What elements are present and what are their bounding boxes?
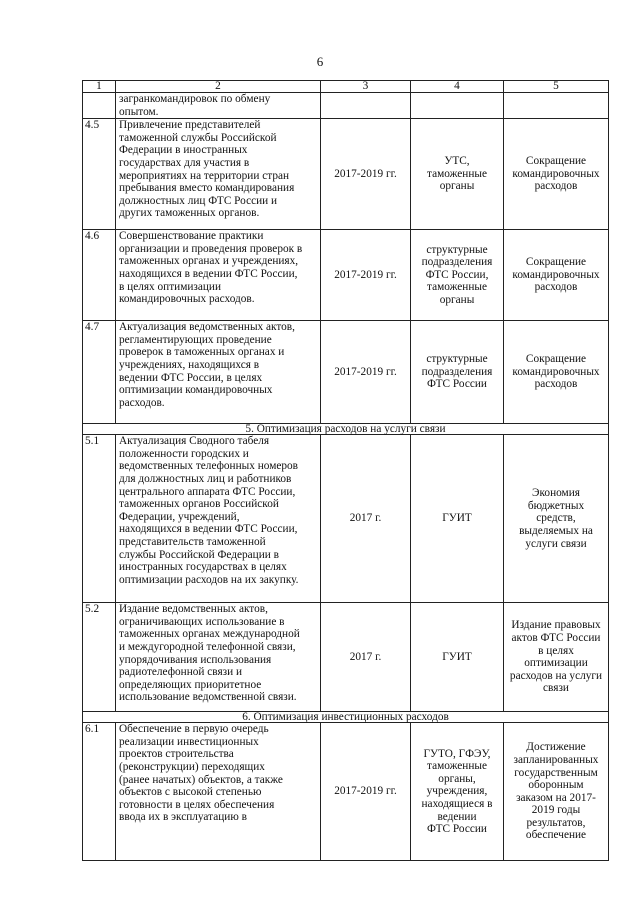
row-number: 6.1: [83, 723, 116, 861]
row-result: Сокращение командировочных расходов: [504, 119, 609, 230]
row-responsible: УТС, таможенные органы: [411, 119, 504, 230]
row-result: [504, 93, 609, 119]
table-row: [83, 723, 609, 861]
row-measure: Обеспечение в первую очередь реализации инвестиционных проектов строительства (реконструкции) переходящих (ранее начатых) объектов, а также объектов с высокой степенью готовности в целях обеспечения ввода их в эксплуатацию в: [116, 723, 321, 861]
section-6-title: 6. Оптимизация инвестиционных расходов: [83, 712, 609, 723]
row-period: 2017-2019 гг.: [321, 723, 411, 861]
row-responsible: ГУИТ: [411, 435, 504, 603]
row-measure: Издание ведомственных актов, ограничивающих использование в таможенных органах международной и междугородной телефонной связи, упорядочивания использования радиотелефонной связи и определяющих приоритетное использование ведомственной связи.: [116, 603, 321, 712]
row-number: 4.7: [83, 321, 116, 424]
table-row: [83, 435, 609, 603]
row-measure: Актуализация ведомственных актов, регламентирующих проведение проверок в таможенных органах и учреждениях, находящихся в ведении ФТС России, в целях оптимизации командировочных расходов.: [116, 321, 321, 424]
table-row: [83, 603, 609, 712]
row-result: Экономия бюджетных средств, выделяемых на услуги связи: [504, 435, 609, 603]
row-number: 5.2: [83, 603, 116, 712]
row-responsible: структурные подразделения ФТС России, таможенные органы: [411, 230, 504, 321]
row-result: Издание правовых актов ФТС России в целях оптимизации расходов на услуги связи: [504, 603, 609, 712]
row-period: 2017 г.: [321, 435, 411, 603]
row-responsible: ГУТО, ГФЭУ, таможенные органы, учреждения, находящиеся в ведении ФТС России: [411, 723, 504, 861]
row-period: 2017-2019 гг.: [321, 321, 411, 424]
header-col-3: 3: [321, 81, 411, 93]
row-number: [83, 93, 116, 119]
row-measure: Актуализация Сводного табеля положенности городских и ведомственных телефонных номеров для должностных лиц и работников центрального аппарата ФТС России, таможенных органов Российской Федерации, учреждений, находящихся в ведении ФТС России, представительств таможенной службы Российской Федерации в иностранных государствах в целях оптимизации расходов на их закупку.: [116, 435, 321, 603]
table-row: [83, 321, 609, 424]
row-number: 5.1: [83, 435, 116, 603]
header-col-2: 2: [116, 81, 321, 93]
row-measure: Привлечение представителей таможенной службы Российской Федерации в иностранных государствах для участия в мероприятиях на территории стран пребывания вместо командирования должностных лиц ФТС России и других таможенных органов.: [116, 119, 321, 230]
header-col-5: 5: [504, 81, 609, 93]
row-measure: Совершенствование практики организации и проведения проверок в таможенных органах и учреждениях, находящихся в ведении ФТС России, в целях оптимизации командировочных расходов.: [116, 230, 321, 321]
row-period: [321, 93, 411, 119]
row-number: 4.5: [83, 119, 116, 230]
table-row: [83, 230, 609, 321]
section-header-row: [83, 424, 609, 435]
row-result: Сокращение командировочных расходов: [504, 321, 609, 424]
measures-table: [82, 80, 609, 861]
table-row: [83, 93, 609, 119]
table-row: [83, 119, 609, 230]
section-5-title: 5. Оптимизация расходов на услуги связи: [83, 424, 609, 435]
row-result: Сокращение командировочных расходов: [504, 230, 609, 321]
page-number: 6: [316, 54, 324, 69]
row-period: 2017-2019 гг.: [321, 119, 411, 230]
row-responsible: [411, 93, 504, 119]
row-number: 4.6: [83, 230, 116, 321]
row-responsible: ГУИТ: [411, 603, 504, 712]
row-responsible: структурные подразделения ФТС России: [411, 321, 504, 424]
header-col-1: 1: [83, 81, 116, 93]
row-result: Достижение запланированных государственным оборонным заказом на 2017- 2019 годы результатов, обеспечение: [504, 723, 609, 861]
row-period: 2017 г.: [321, 603, 411, 712]
table-header-row: [83, 81, 609, 93]
section-header-row: [83, 712, 609, 723]
row-period: 2017-2019 гг.: [321, 230, 411, 321]
header-col-4: 4: [411, 81, 504, 93]
row-measure: загранкомандировок по обмену опытом.: [116, 93, 321, 119]
